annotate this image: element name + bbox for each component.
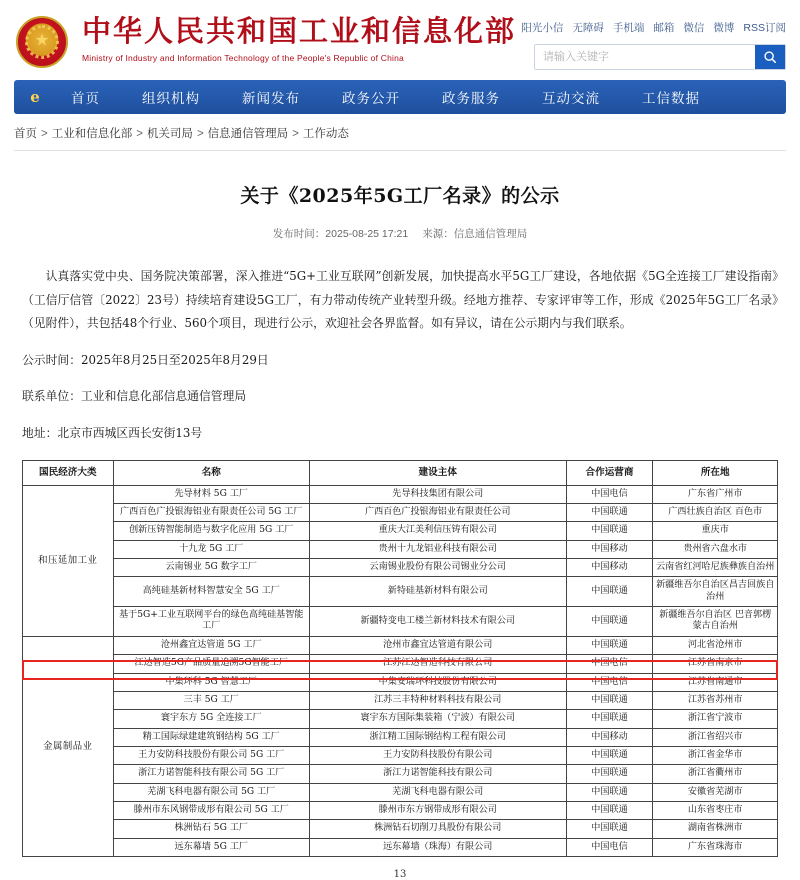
cell-name: 沧州鑫宜达管道 5G 工厂	[113, 636, 309, 654]
cell-name: 三丰 5G 工厂	[113, 691, 309, 709]
cell-category: 和压延加工业	[23, 485, 114, 636]
article-paragraph-1: 公示时间：2025年8月25日至2025年8月29日	[22, 352, 269, 367]
article-meta	[14, 226, 786, 241]
nav-item-services[interactable]: 政务服务	[442, 91, 500, 106]
cell-name: 云南锡业 5G 数字工厂	[113, 558, 309, 576]
cell-name: 浙江力诺智能科技有限公司 5G 工厂	[113, 765, 309, 783]
registry-table-wrap	[22, 460, 778, 858]
breadcrumb-sep: >	[41, 128, 48, 140]
cell-entity: 广西百色广投银海铝业有限责任公司	[309, 503, 566, 521]
main-nav	[14, 80, 786, 114]
registry-table	[22, 460, 778, 858]
cell-location: 贵州省六盘水市	[653, 540, 778, 558]
cell-location: 浙江省衢州市	[653, 765, 778, 783]
cell-name: 江达智造5G产品质量追溯5G智能工厂	[113, 655, 309, 673]
cell-entity: 远东幕墙（珠海）有限公司	[309, 838, 566, 856]
cell-name: 十九龙 5G 工厂	[113, 540, 309, 558]
top-link-4[interactable]: 微信	[683, 22, 705, 34]
cell-operator: 中国联通	[566, 746, 653, 764]
site-header	[0, 0, 800, 78]
breadcrumb-sep: >	[136, 128, 143, 140]
cell-entity: 先导科技集团有限公司	[309, 485, 566, 503]
article-paragraph-3: 地址：北京市西城区西长安街13号	[22, 425, 203, 440]
cell-entity: 株洲钻石切削刀具股份有限公司	[309, 820, 566, 838]
breadcrumb-sep: >	[196, 128, 204, 140]
table-row	[23, 540, 778, 558]
breadcrumb-item-2[interactable]: 机关司局	[146, 128, 193, 140]
cell-location: 新疆维吾尔自治区 巴音郭楞蒙古自治州	[653, 607, 778, 637]
cell-location: 浙江省宁波市	[653, 710, 778, 728]
cell-name: 高纯硅基新材料智慧安全 5G 工厂	[113, 577, 309, 607]
cell-operator: 中国移动	[566, 728, 653, 746]
source-value: 信息通信管理局	[453, 228, 528, 240]
cell-entity: 沧州市鑫宜达管道有限公司	[309, 636, 566, 654]
cell-operator: 中国联通	[566, 607, 653, 637]
top-link-2[interactable]: 手机端	[612, 22, 645, 34]
page-number: 13	[393, 869, 407, 880]
cell-operator: 中国联通	[566, 802, 653, 820]
nav-item-government-affairs[interactable]: 政务公开	[342, 91, 400, 106]
cell-entity: 芜湖飞科电器有限公司	[309, 783, 566, 801]
article-body	[14, 265, 786, 446]
cell-operator: 中国联通	[566, 636, 653, 654]
search-icon	[763, 50, 777, 64]
cell-name: 株洲钻石 5G 工厂	[113, 820, 309, 838]
table-header-row	[23, 460, 778, 485]
table-row	[23, 783, 778, 801]
cell-name: 寰宇东方 5G 全连接工厂	[113, 710, 309, 728]
cell-name: 王力安防科技股份有限公司 5G 工厂	[113, 746, 309, 764]
cell-location: 广西壮族自治区 百色市	[653, 503, 778, 521]
col-operator: 合作运营商	[566, 460, 653, 485]
cell-operator: 中国电信	[566, 485, 653, 503]
cell-operator: 中国联通	[566, 691, 653, 709]
nav-item-home[interactable]: 首页	[71, 91, 100, 106]
table-row	[23, 691, 778, 709]
article-paragraph-2: 联系单位：工业和信息化部信息通信管理局	[22, 389, 247, 404]
table-row	[23, 655, 778, 673]
cell-location: 湖南省株洲市	[653, 820, 778, 838]
cell-operator: 中国联通	[566, 765, 653, 783]
breadcrumb	[14, 125, 786, 151]
cell-entity: 王力安防科技股份有限公司	[309, 746, 566, 764]
col-name: 名称	[113, 460, 309, 485]
site-title-block	[82, 10, 534, 63]
cell-name: 创新压铸智能制造与数字化应用 5G 工厂	[113, 522, 309, 540]
search-box[interactable]	[534, 44, 786, 70]
cell-location: 安徽省芜湖市	[653, 783, 778, 801]
col-entity: 建设主体	[309, 460, 566, 485]
header-right	[521, 10, 786, 70]
nav-item-interaction[interactable]: 互动交流	[542, 91, 600, 106]
cell-entity: 浙江力诺智能科技有限公司	[309, 765, 566, 783]
nav-item-data[interactable]: 工信数据	[642, 91, 700, 106]
cell-location: 浙江省金华市	[653, 746, 778, 764]
col-category: 国民经济大类	[23, 460, 114, 485]
cell-entity: 滕州市东方钢带成形有限公司	[309, 802, 566, 820]
cell-operator: 中国电信	[566, 673, 653, 691]
table-row	[23, 820, 778, 838]
cell-operator: 中国联通	[566, 820, 653, 838]
table-row	[23, 746, 778, 764]
col-location: 所在地	[653, 460, 778, 485]
cell-operator: 中国联通	[566, 710, 653, 728]
cell-entity: 云南锡业股份有限公司锡业分公司	[309, 558, 566, 576]
cell-operator: 中国移动	[566, 540, 653, 558]
breadcrumb-item-0[interactable]: 首页	[14, 128, 37, 140]
cell-location: 山东省枣庄市	[653, 802, 778, 820]
cell-location: 江苏省南京市	[653, 655, 778, 673]
cell-location: 江苏省南通市	[653, 673, 778, 691]
cell-entity: 新疆特变电工楼兰新材料技术有限公司	[309, 607, 566, 637]
page-title: 关于《2025年5G工厂名录》的公示	[240, 185, 560, 207]
cell-location: 云南省红河哈尼族彝族自治州	[653, 558, 778, 576]
article-paragraph-0: 认真落实党中央、国务院决策部署，深入推进“5G+工业互联网”创新发展，加快提高水平5G工厂建设，各地依据《5G全连接工厂建设指南》（工信厅信管〔2022〕23号）持续培育建设5G工厂，有力带动传统产业转型升级。经地方推荐、专家评审等工作，形成《2025年5G工厂名录》（见附件），共包括48个行业、560个项目，现进行公示，欢迎社会各界监督。如有异议，请在公示期内与我们联系。	[22, 269, 778, 331]
table-row	[23, 710, 778, 728]
cell-entity: 新特硅基新材料有限公司	[309, 577, 566, 607]
cell-operator: 中国移动	[566, 558, 653, 576]
cell-name: 远东幕墙 5G 工厂	[113, 838, 309, 856]
breadcrumb-item-3[interactable]: 信息通信管理局	[207, 128, 289, 140]
cell-operator: 中国联通	[566, 783, 653, 801]
table-row	[23, 802, 778, 820]
cell-location: 江苏省苏州市	[653, 691, 778, 709]
cell-entity: 浙江精工国际钢结构工程有限公司	[309, 728, 566, 746]
cell-location: 重庆市	[653, 522, 778, 540]
cell-location: 新疆维吾尔自治区昌吉回族自治州	[653, 577, 778, 607]
breadcrumb-item-1[interactable]: 工业和信息化部	[51, 128, 133, 140]
table-row	[23, 485, 778, 503]
cell-entity: 重庆大江美利信压铸有限公司	[309, 522, 566, 540]
cell-operator: 中国联通	[566, 503, 653, 521]
cell-name: 芜湖飞科电器有限公司 5G 工厂	[113, 783, 309, 801]
nav-item-organization[interactable]: 组织机构	[142, 91, 200, 106]
cell-category: 金属制品业	[23, 636, 114, 856]
top-link-3[interactable]: 邮箱	[653, 22, 675, 34]
table-row	[23, 838, 778, 856]
nav-logo-icon: e	[30, 88, 40, 106]
top-link-6[interactable]: RSS订阅	[743, 22, 786, 34]
cell-entity: 中集安瑞环科技股份有限公司	[309, 673, 566, 691]
top-link-0[interactable]: 阳光小信	[521, 22, 564, 34]
breadcrumb-sep: >	[292, 128, 299, 140]
site-title-cn: 中华人民共和国工业和信息化部	[82, 14, 517, 48]
breadcrumb-item-4[interactable]: 工作动态	[302, 128, 349, 140]
table-row	[23, 636, 778, 654]
publish-date: 2025-08-25 17:21	[325, 228, 409, 240]
article	[0, 181, 800, 880]
table-row	[23, 558, 778, 576]
cell-location: 广东省广州市	[653, 485, 778, 503]
cell-location: 浙江省绍兴市	[653, 728, 778, 746]
site-title-en: Ministry of Industry and Information Technology of the People's Republic of China	[82, 52, 404, 63]
table-row	[23, 522, 778, 540]
cell-entity: 江苏三丰特种材料科技有限公司	[309, 691, 566, 709]
cell-operator: 中国电信	[566, 655, 653, 673]
cell-operator: 中国电信	[566, 838, 653, 856]
cell-entity: 寰宇东方国际集装箱（宁波）有限公司	[309, 710, 566, 728]
cell-name: 先导材料 5G 工厂	[113, 485, 309, 503]
cell-operator: 中国联通	[566, 577, 653, 607]
top-link-5[interactable]: 微博	[713, 22, 735, 34]
publish-date-label: 发布时间：	[272, 228, 326, 240]
table-row	[23, 673, 778, 691]
search-input[interactable]	[535, 45, 755, 69]
cell-operator: 中国联通	[566, 522, 653, 540]
cell-entity: 江苏江达智造科技有限公司	[309, 655, 566, 673]
cell-location: 广东省珠海市	[653, 838, 778, 856]
top-link-1[interactable]: 无障碍	[572, 22, 604, 34]
cell-name: 滕州市东风钢带成形有限公司 5G 工厂	[113, 802, 309, 820]
cell-name: 精工国际绿建建筑钢结构 5G 工厂	[113, 728, 309, 746]
table-row	[23, 607, 778, 637]
national-emblem-icon: ★	[14, 14, 70, 70]
search-button[interactable]	[755, 45, 785, 69]
table-row	[23, 728, 778, 746]
cell-location: 河北省沧州市	[653, 636, 778, 654]
cell-entity: 贵州十九龙铝业科技有限公司	[309, 540, 566, 558]
cell-name: 广西百色广投银海铝业有限责任公司 5G 工厂	[113, 503, 309, 521]
table-row	[23, 765, 778, 783]
source-label: 来源：	[422, 228, 454, 240]
cell-name: 基于5G+工业互联网平台的绿色高纯硅基智能工厂	[113, 607, 309, 637]
cell-name: 中集环科 5G 智慧工厂	[113, 673, 309, 691]
table-body	[23, 485, 778, 857]
table-row	[23, 577, 778, 607]
top-links	[521, 20, 786, 35]
table-row	[23, 503, 778, 521]
nav-item-news[interactable]: 新闻发布	[242, 91, 300, 106]
